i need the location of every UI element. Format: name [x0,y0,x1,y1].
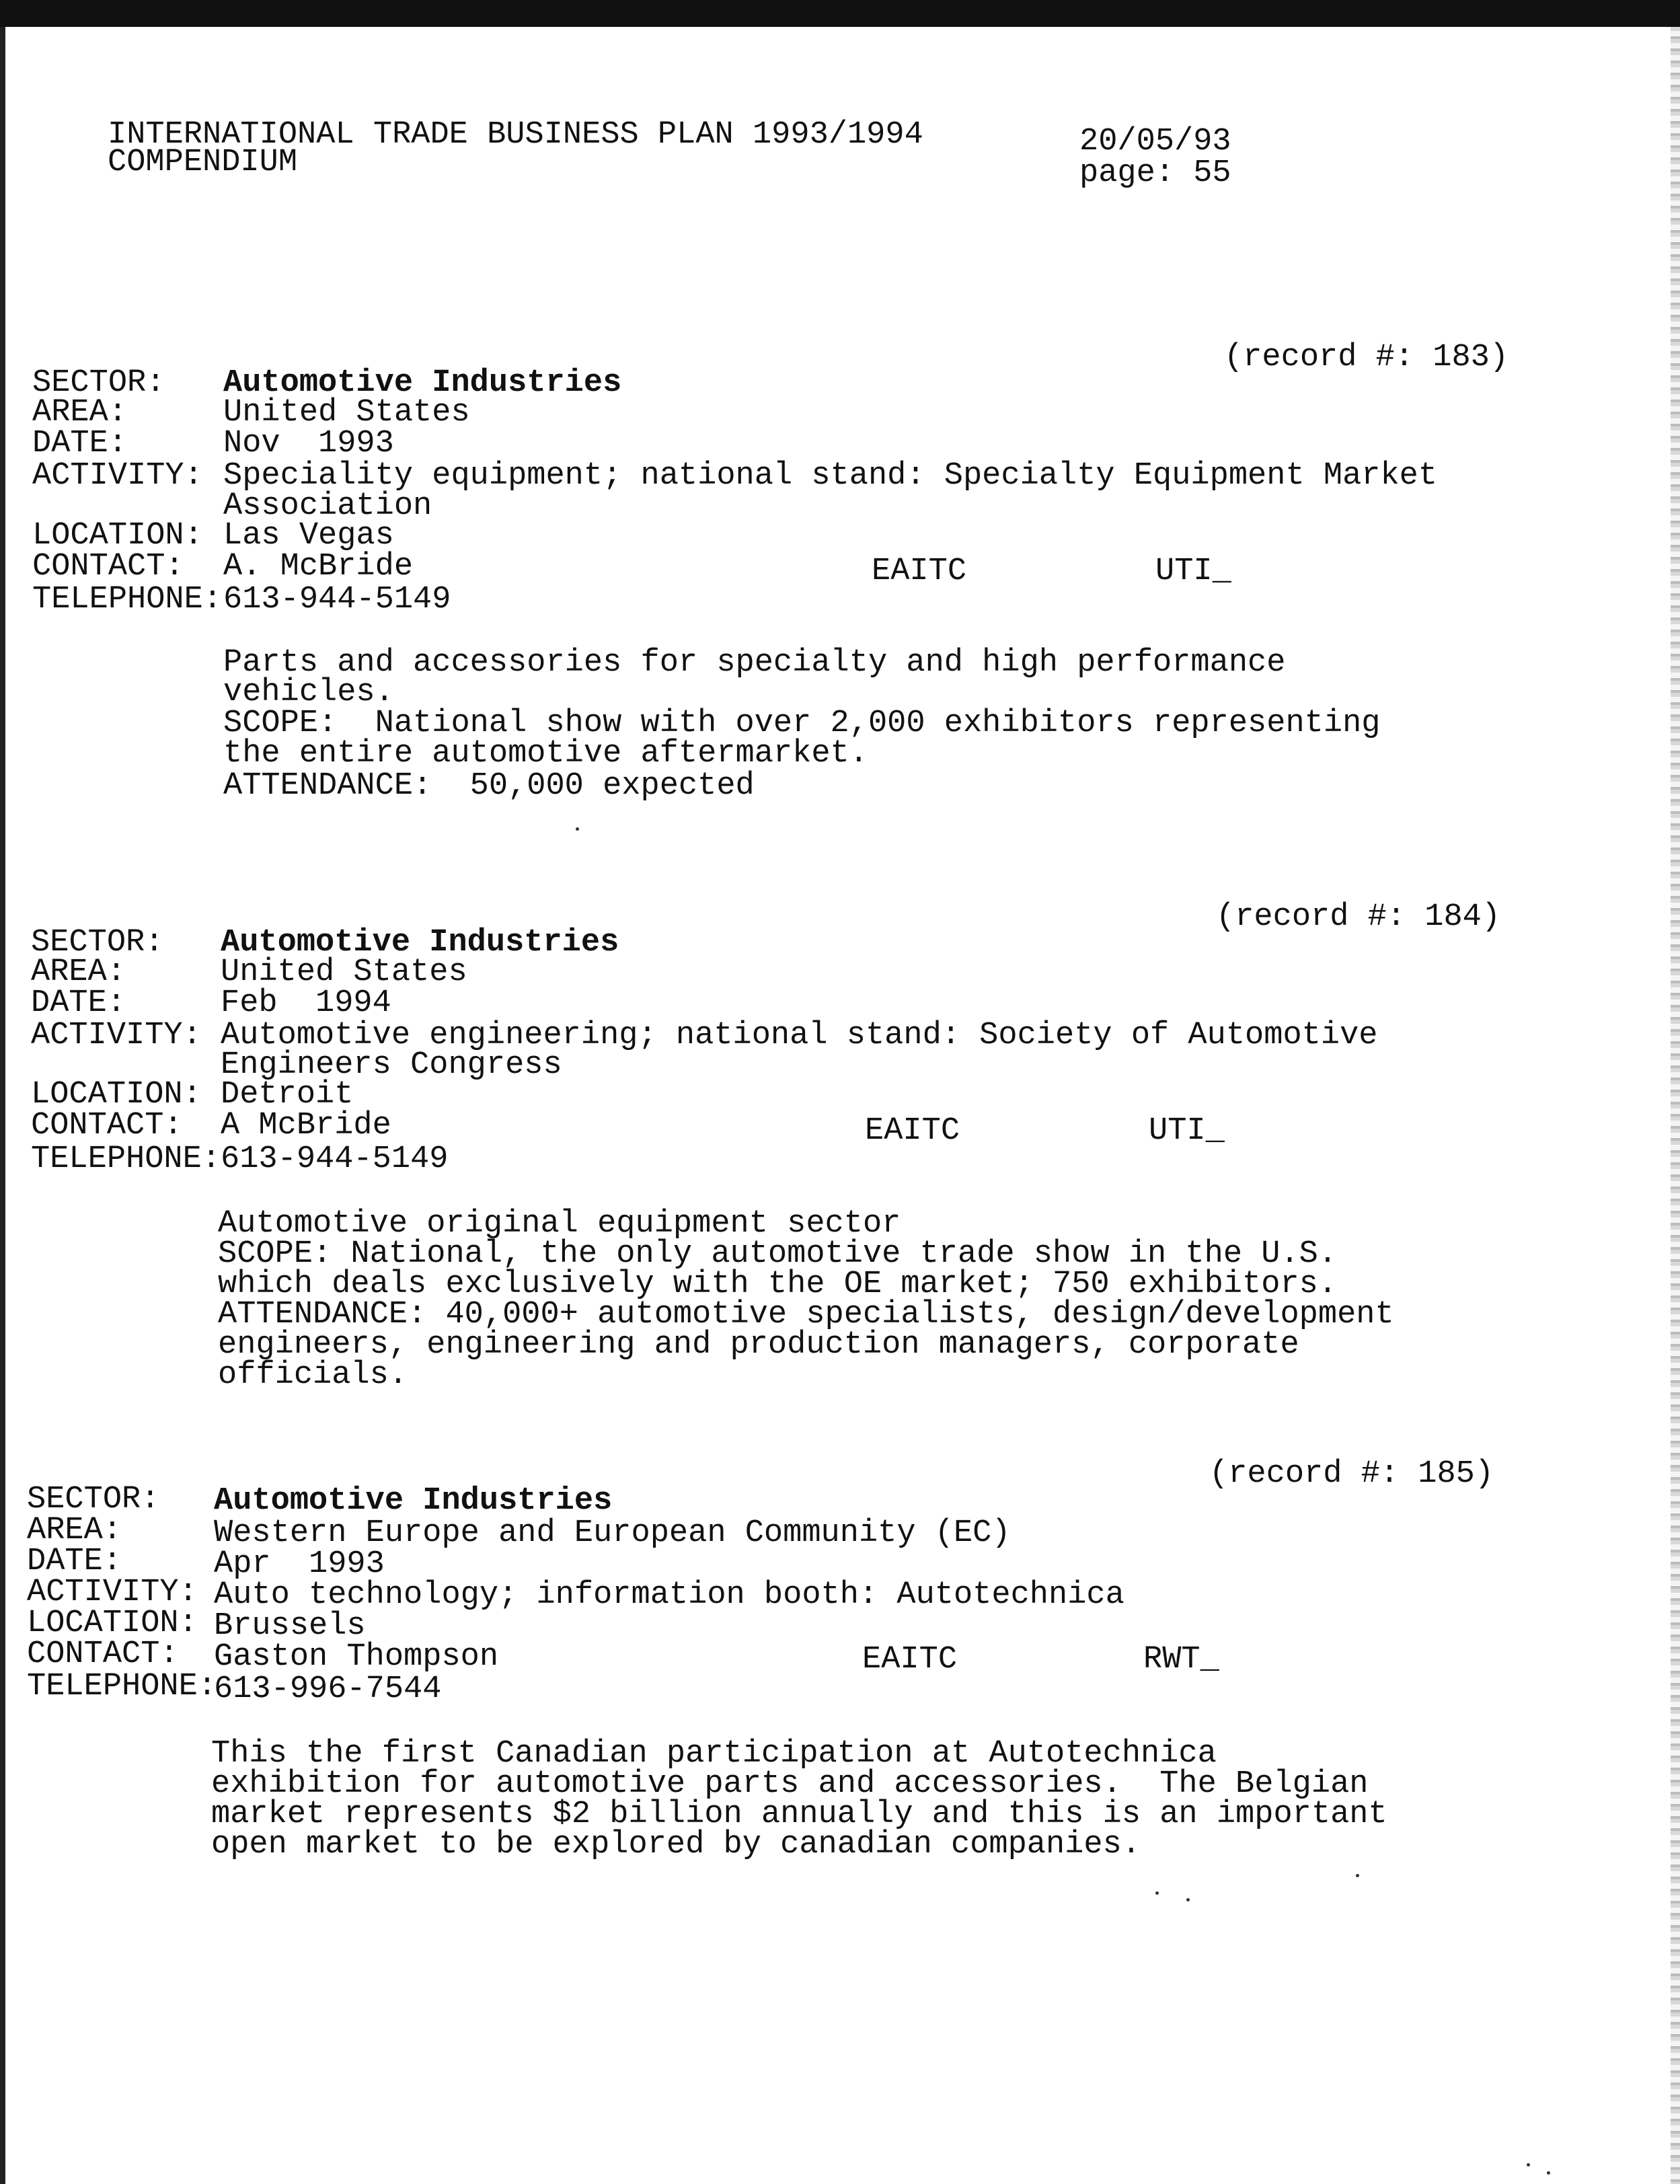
contact-value: Gaston Thompson [214,1639,499,1675]
unit-code: UTI_ [1149,1113,1225,1149]
telephone-value: 613-996-7544 [214,1671,442,1707]
date-value: Feb 1994 [221,985,391,1021]
activity-label: ACTIVITY: [32,458,203,494]
description-line: SCOPE: National, the only automotive trade show in the U.S. [218,1236,1338,1272]
scan-speck [576,827,579,831]
scan-right-edge [1671,27,1680,2184]
document-title: INTERNATIONAL TRADE BUSINESS PLAN 1993/1994 [108,117,923,153]
area-label: AREA: [32,395,128,430]
scan-left-border [0,27,5,2184]
contact-label: CONTACT: [27,1636,179,1672]
area-value: United States [223,395,470,430]
activity-label: ACTIVITY: [31,1018,202,1053]
record-number: (record #: 185) [1209,1456,1494,1492]
area-label: AREA: [27,1513,122,1548]
description-line: Automotive original equipment sector [218,1206,901,1242]
sector-value: Automotive Industries [221,925,619,961]
division-code: EAITC [862,1642,958,1678]
location-value: Brussels [214,1608,366,1644]
description-line: officials. [218,1357,408,1393]
telephone-value: 613-944-5149 [221,1141,449,1177]
description-line: ATTENDANCE: 50,000 expected [223,768,755,804]
scan-speck [1527,2163,1530,2167]
contact-label: CONTACT: [32,549,184,585]
scan-top-border [0,0,1680,27]
page-number: page: 55 [1079,155,1231,191]
sector-value: Automotive Industries [214,1483,613,1519]
description-line: engineers, engineering and production managers, corporate [218,1327,1299,1363]
description-line: exhibition for automotive parts and accessories. The Belgian [211,1766,1369,1802]
sector-value: Automotive Industries [223,365,622,401]
document-subtitle: COMPENDIUM [108,145,298,180]
record-number: (record #: 184) [1216,899,1501,935]
location-label: LOCATION: [32,518,203,554]
area-label: AREA: [31,954,126,990]
activity-label: ACTIVITY: [27,1575,198,1610]
location-value: Detroit [221,1077,354,1113]
division-code: EAITC [865,1113,960,1149]
description-line: which deals exclusively with the OE market; 750 exhibitors. [218,1267,1338,1302]
telephone-label: TELEPHONE: [27,1669,217,1704]
location-label: LOCATION: [27,1606,198,1641]
sector-label: SECTOR: [32,365,165,401]
description-line: SCOPE: National show with over 2,000 exhibitors representing [223,706,1381,741]
contact-value: A McBride [221,1108,391,1143]
document-date: 20/05/93 [1079,124,1231,159]
record-number: (record #: 183) [1224,340,1509,375]
location-value: Las Vegas [223,518,394,554]
description-line: market represents $2 billion annually and this is an important [211,1797,1387,1832]
date-label: DATE: [31,985,126,1021]
scan-speck [1186,1898,1190,1901]
area-value: Western Europe and European Community (EC) [214,1515,1011,1551]
date-value: Nov 1993 [223,426,394,461]
scan-speck [1547,2171,1550,2175]
date-label: DATE: [32,426,128,461]
date-label: DATE: [27,1544,122,1579]
sector-label: SECTOR: [27,1482,160,1517]
sector-label: SECTOR: [31,925,164,961]
description-line: the entire automotive aftermarket. [223,736,868,771]
area-value: United States [221,954,467,990]
unit-code: UTI_ [1155,554,1231,589]
contact-value: A. McBride [223,549,414,585]
telephone-value: 613-944-5149 [223,582,451,617]
telephone-label: TELEPHONE: [32,582,223,617]
telephone-label: TELEPHONE: [31,1141,221,1177]
location-label: LOCATION: [31,1077,202,1113]
date-value: Apr 1993 [214,1546,385,1582]
unit-code: RWT_ [1143,1642,1219,1678]
activity-value-line-2: Association [223,488,432,524]
scan-speck [1356,1874,1359,1877]
activity-value-line-2: Engineers Congress [221,1047,562,1083]
description-line: ATTENDANCE: 40,000+ automotive specialists, design/development [218,1297,1394,1332]
division-code: EAITC [872,554,967,589]
description-line: Parts and accessories for specialty and high performance [223,645,1286,681]
description-line: open market to be explored by canadian companies. [211,1827,1141,1862]
activity-value-line-1: Speciality equipment; national stand: Specialty Equipment Market [223,458,1438,494]
contact-label: CONTACT: [31,1108,183,1143]
activity-value-line-1: Auto technology; information booth: Autotechnica [214,1577,1124,1613]
description-line: vehicles. [223,675,394,710]
scan-speck [1155,1891,1159,1895]
activity-value-line-1: Automotive engineering; national stand: Society of Automotive [221,1018,1378,1053]
description-line: This the first Canadian participation at Autotechnica [211,1736,1217,1772]
